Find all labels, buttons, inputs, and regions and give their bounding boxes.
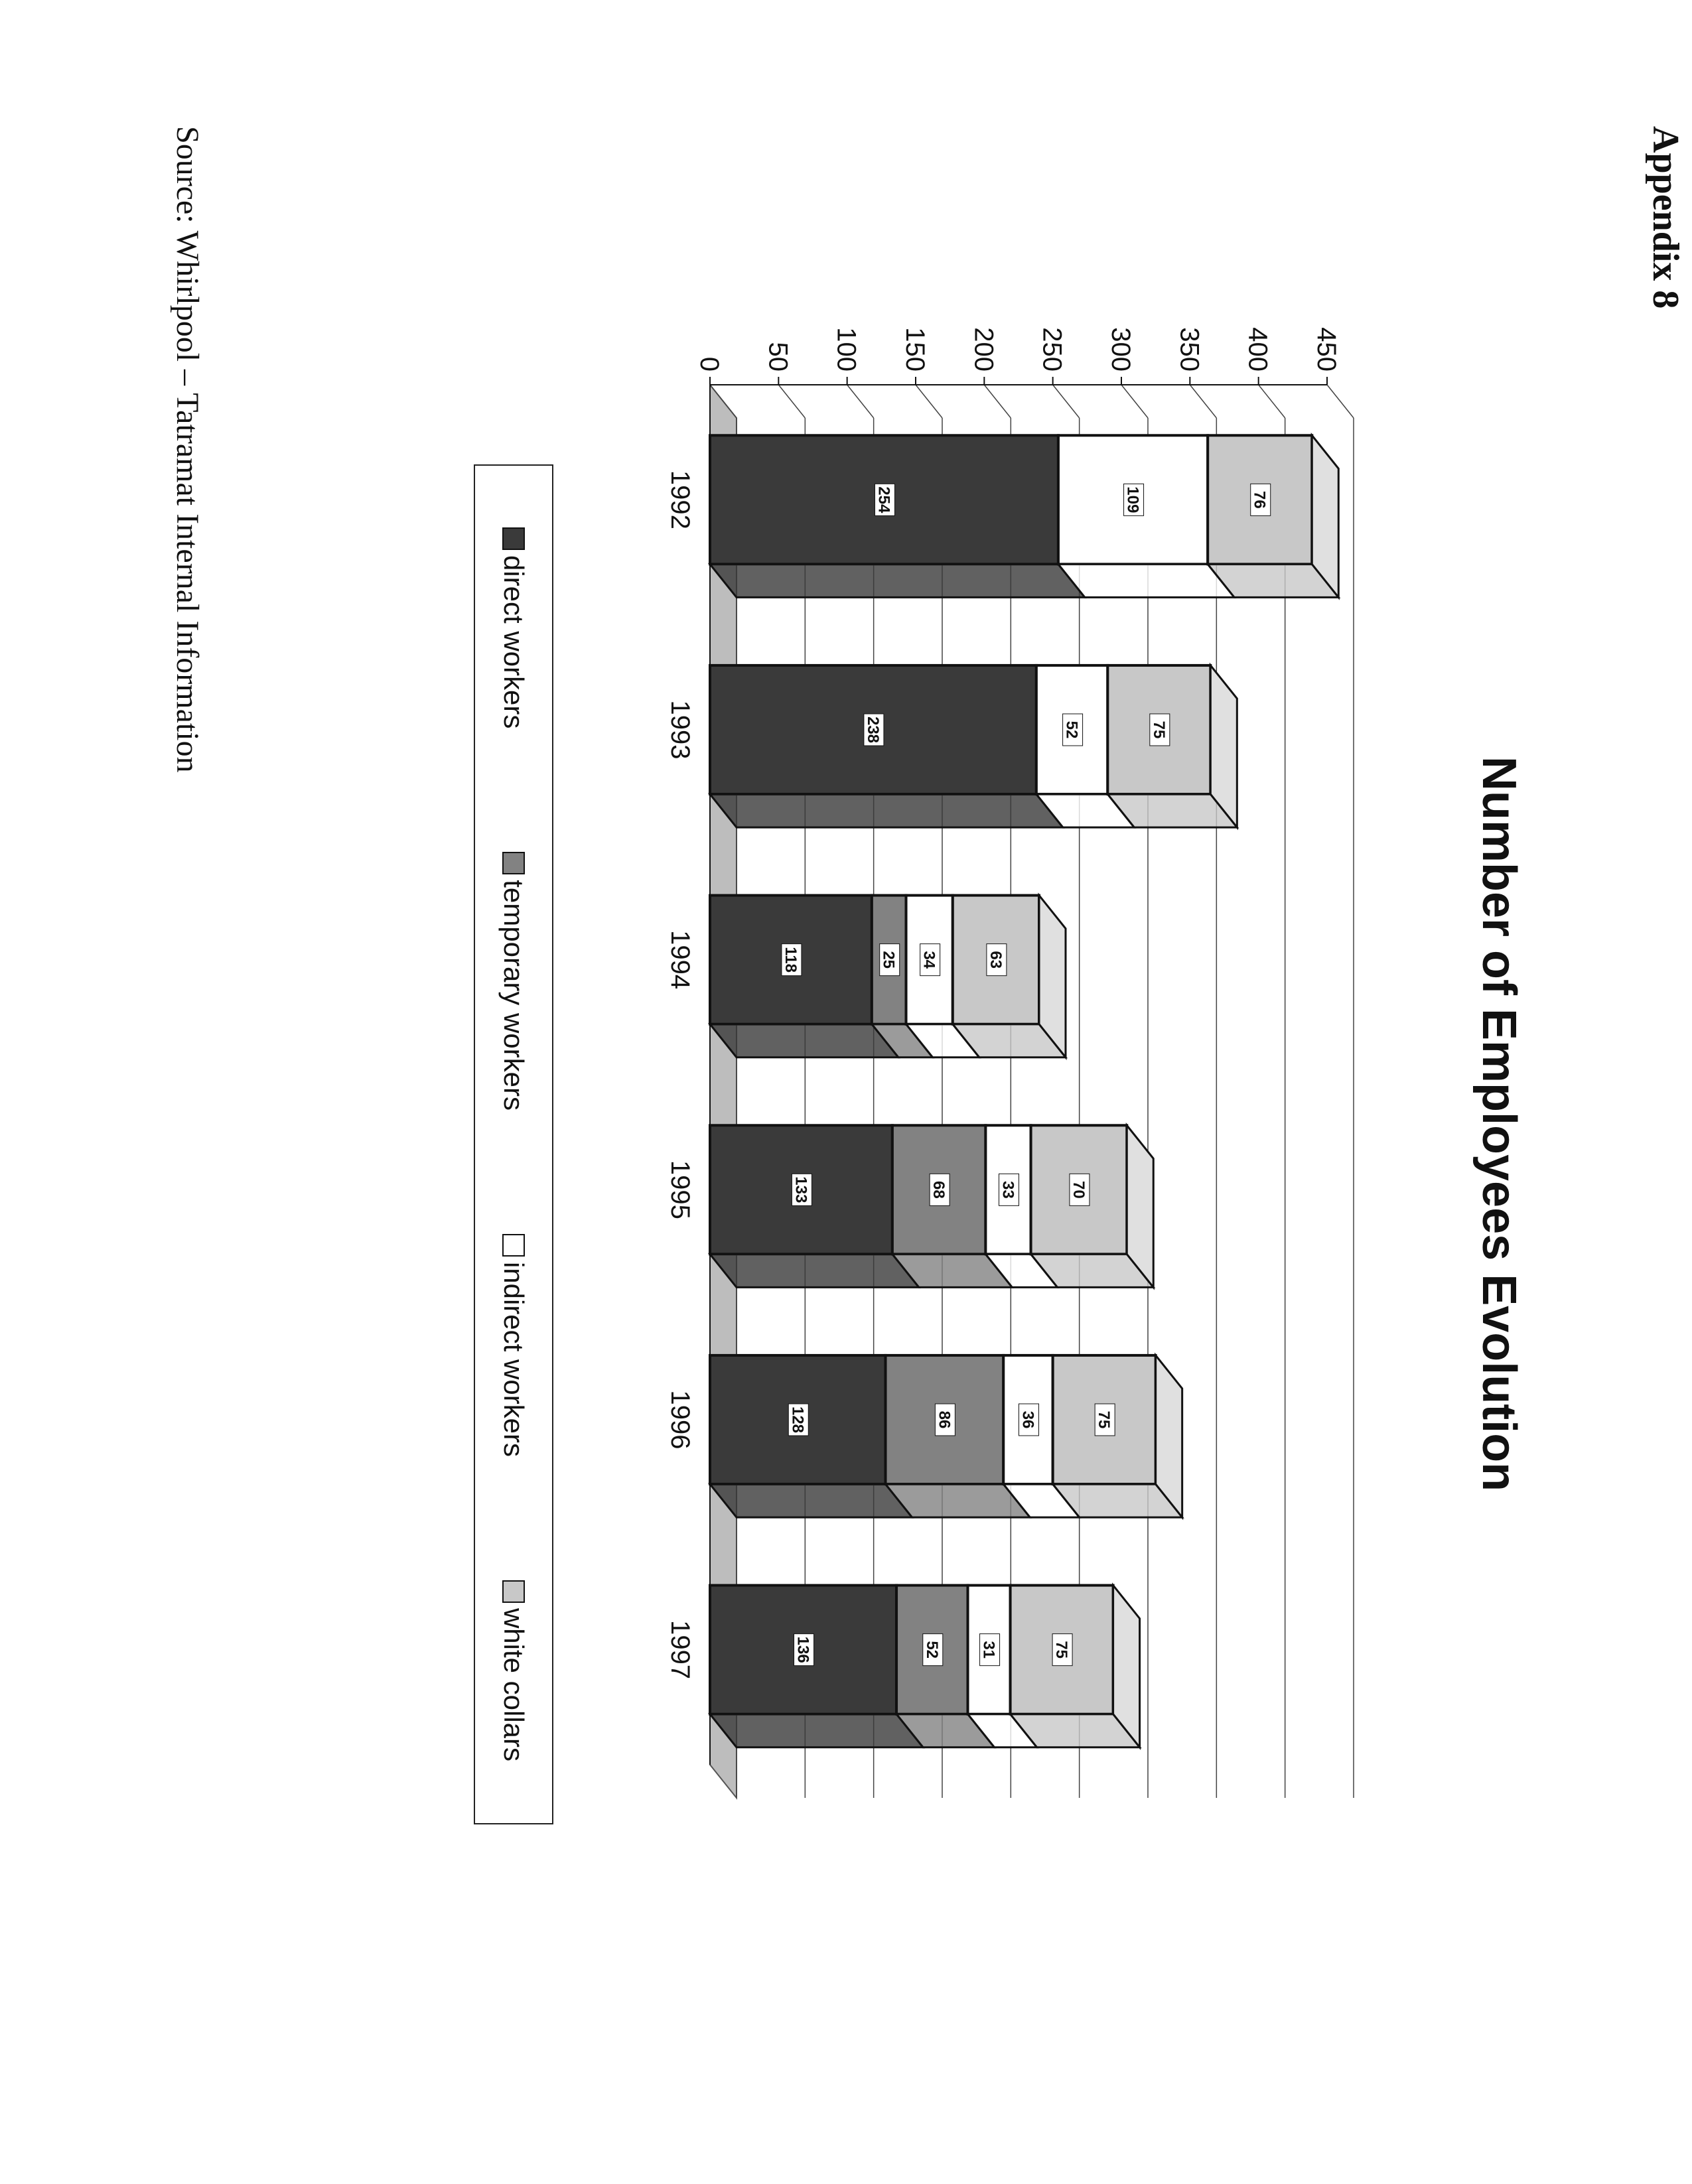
gridline-depth [1121,385,1148,418]
bar-side [710,1254,919,1287]
gridline-depth [1190,385,1216,418]
gridline-depth [847,385,874,418]
data-label: 238 [863,716,882,744]
bar-side [710,794,1063,827]
data-label: 25 [879,951,898,969]
legend-swatch [502,1580,525,1603]
y-tick-label: 300 [1106,327,1135,372]
bar-side [710,1714,923,1747]
gridline-depth [916,385,942,418]
data-label: 34 [920,951,938,969]
legend-swatch [502,1234,525,1257]
appendix-label: Appendix 8 [1645,126,1686,309]
bar-side [710,1024,898,1058]
x-category-label: 1994 [666,930,695,990]
y-tick-label: 400 [1243,327,1273,372]
data-label: 118 [781,947,800,973]
data-label: 128 [788,1406,807,1434]
gridline-depth [1327,385,1354,418]
y-tick-label: 250 [1037,327,1067,372]
y-tick-label: 350 [1174,327,1204,372]
legend-label: direct workers [498,555,529,729]
legend-item [498,1234,529,1457]
data-label: 109 [1123,486,1142,513]
data-label: 75 [1052,1641,1071,1659]
y-tick-label: 50 [763,342,793,372]
data-label: 133 [792,1176,810,1203]
x-category-label: 1997 [666,1620,695,1680]
legend-swatch [502,527,525,550]
data-label: 52 [1062,720,1081,739]
y-tick-label: 100 [831,327,861,372]
data-label: 70 [1069,1180,1088,1199]
legend-label: indirect workers [498,1261,529,1458]
data-label: 86 [935,1410,953,1429]
data-label: 63 [986,951,1005,969]
legend-item [498,1580,529,1761]
gridline-depth [984,385,1011,418]
bar-side [710,564,1085,597]
data-label: 136 [794,1636,812,1663]
legend-item [498,852,529,1111]
y-tick-label: 200 [969,327,999,372]
data-label: 52 [922,1641,941,1659]
legend-item [498,527,529,728]
data-label: 76 [1250,490,1269,509]
bar-side [1058,564,1234,597]
data-label: 33 [999,1180,1017,1199]
data-label: 75 [1149,720,1168,739]
x-category-label: 1996 [666,1390,695,1450]
chart-legend [474,464,553,1824]
gridline-depth [1259,385,1285,418]
data-label: 36 [1019,1410,1037,1429]
data-label: 254 [875,486,893,513]
data-label: 31 [979,1641,998,1659]
x-category-label: 1992 [666,470,695,529]
x-category-label: 1995 [666,1160,695,1219]
bar-side [710,1484,912,1517]
y-tick-label: 0 [695,356,724,372]
gridline-depth [778,385,805,418]
data-label: 75 [1095,1410,1113,1429]
legend-swatch [502,852,525,874]
y-tick-label: 150 [900,327,930,372]
y-tick-label: 450 [1312,327,1341,372]
chart-title: Number of Employees Evolution [1472,756,1525,1492]
legend-label: white collars [498,1607,529,1762]
legend-label: temporary workers [498,880,529,1111]
x-category-label: 1993 [666,700,695,760]
gridline-depth [1053,385,1080,418]
data-label: 68 [930,1180,948,1199]
source-note: Source: Whirlpool – Tatramat Internal Information [170,126,205,773]
